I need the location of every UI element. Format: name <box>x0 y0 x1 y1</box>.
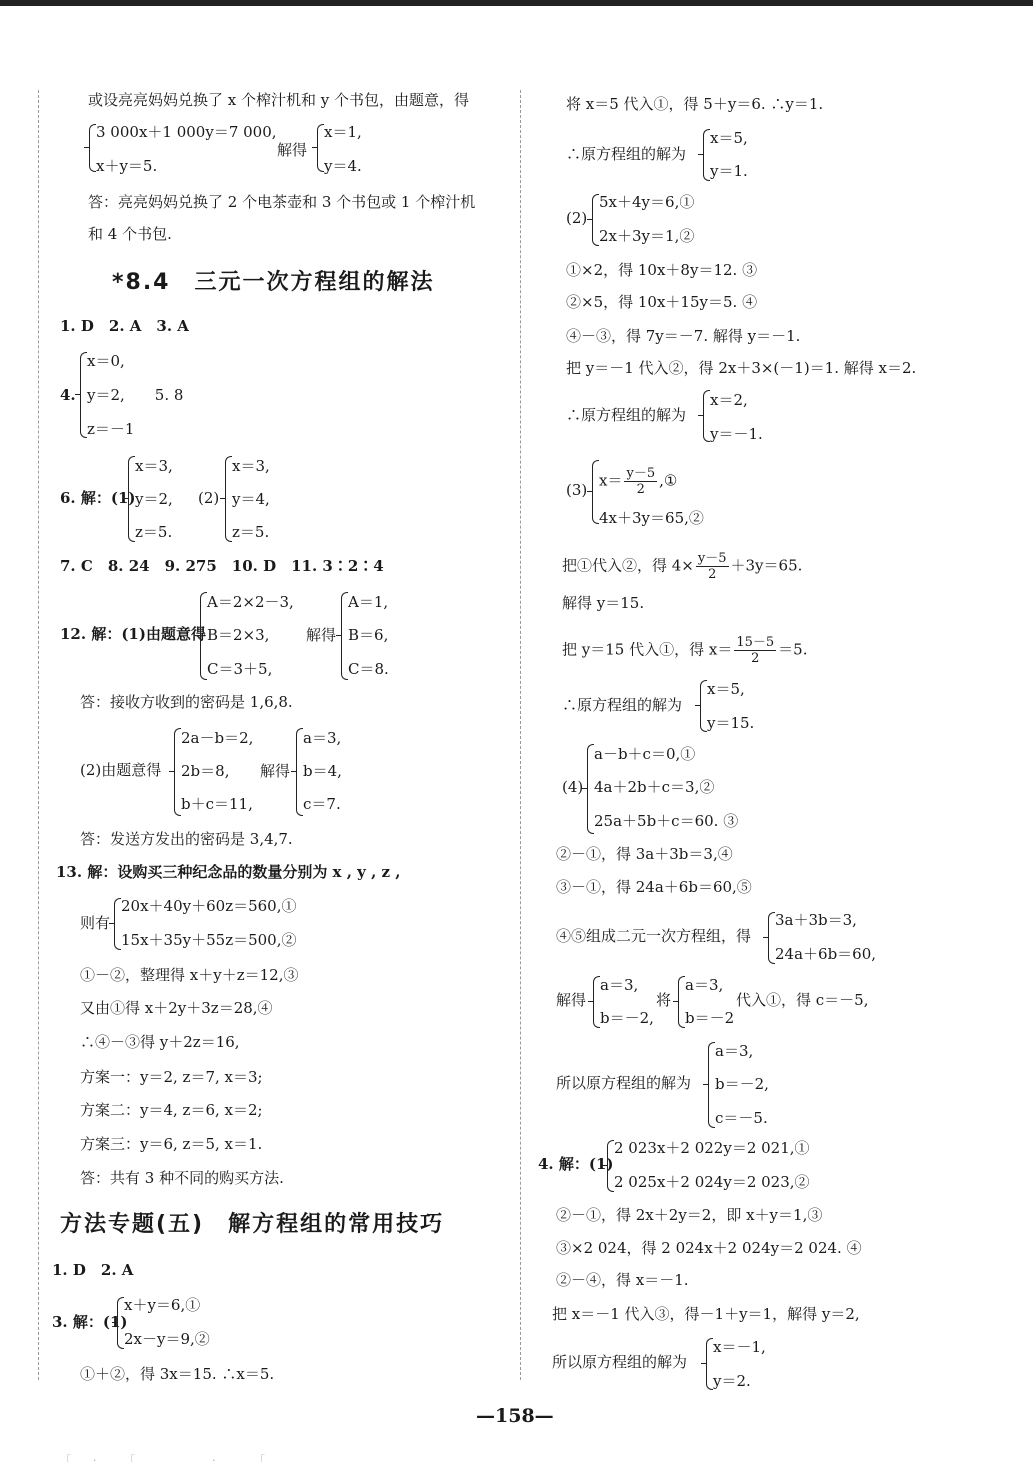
text-solution: ∴原方程组的解为 <box>562 696 683 714</box>
text-solve: 解得 <box>556 991 587 1009</box>
system-brace <box>700 680 707 732</box>
system-brace <box>703 129 710 181</box>
system-brace <box>341 592 348 680</box>
equation: z＝5. <box>232 523 270 541</box>
equation: b＝4, <box>303 762 342 780</box>
center-gutter-line <box>520 90 521 1380</box>
section-heading: 方法专题(五) 解方程组的常用技巧 <box>60 1212 445 1237</box>
answer-line: 答：共有 3 种不同的购买方法. <box>80 1169 284 1187</box>
system-brace <box>706 1338 713 1390</box>
system-brace <box>128 456 135 542</box>
section-heading: *8.4 三元一次方程组的解法 <box>112 270 435 295</box>
equation: y＝4. <box>324 157 362 175</box>
equation: 5x＋4y＝6,① <box>599 193 695 211</box>
equation: b＝－2 <box>685 1009 735 1027</box>
answer-line: 答：亮亮妈妈兑换了 2 个电茶壶和 3 个书包或 1 个榨汁机 <box>88 193 476 211</box>
system-brace <box>607 1140 614 1192</box>
system-brace <box>80 352 87 438</box>
system-brace <box>587 744 594 834</box>
sub-label: (2) <box>198 489 220 507</box>
equation: z＝－1 <box>87 420 135 438</box>
answer-line: 答：接收方收到的密码是 1,6,8. <box>80 693 293 711</box>
step-line: ②×5，得 10x＋15y＝5. ④ <box>566 293 758 311</box>
equation: 4x＋3y＝65,② <box>599 509 704 527</box>
text-solution: ∴原方程组的解为 <box>566 145 687 163</box>
system-brace <box>592 194 599 246</box>
question-number: 6. 解：(1) <box>60 489 136 507</box>
equation: 4a＋2b＋c＝3,② <box>594 778 715 796</box>
equation: a＝3, <box>715 1042 754 1060</box>
equation: a＝3, <box>303 729 342 747</box>
text-solution: ∴原方程组的解为 <box>566 406 687 424</box>
equation: x＝3, <box>232 457 270 475</box>
step-line: ①＋②，得 3x＝15. ∴x＝5. <box>80 1365 275 1383</box>
equation: y＝2, 5. 8 <box>87 386 184 404</box>
step-line: ②－①，得 2x＋2y＝2，即 x＋y＝1,③ <box>556 1206 823 1224</box>
answer-line: 1. D 2. A <box>52 1261 134 1279</box>
answer-line: 答：发送方发出的密码是 3,4,7. <box>80 830 293 848</box>
step-line: ③×2 024，得 2 024x＋2 024y＝2 024. ④ <box>556 1239 862 1257</box>
equation: a＝3, <box>600 976 639 994</box>
question-number: 4. <box>60 386 76 404</box>
equation: 2x＋3y＝1,② <box>599 227 695 245</box>
system-brace <box>174 728 181 816</box>
step-line: 方案一：y＝2, z＝7, x＝3; <box>80 1068 263 1086</box>
equation: 3a＋3b＝3, <box>775 911 857 929</box>
equation: 2b＝8, <box>181 762 230 780</box>
bottom-marks: 「 · 「 · 「 <box>60 1454 265 1467</box>
system-brace <box>225 456 232 542</box>
equation: y＝－1. <box>710 425 763 443</box>
equation: 2a－b＝2, <box>181 729 254 747</box>
equation: 25a＋5b＋c＝60. ③ <box>594 812 739 830</box>
equation: x＋y＝6,① <box>124 1296 201 1314</box>
equation: x＝1, <box>324 123 362 141</box>
equation: y＝2, <box>135 490 173 508</box>
step-line: 把 x＝－1 代入③，得－1＋y＝1，解得 y＝2, <box>552 1305 860 1323</box>
equation: C＝3＋5, <box>207 660 273 678</box>
sub-label: (2) <box>566 209 588 227</box>
equation: 15x＋35y＋55z＝500,② <box>121 931 297 949</box>
sub-label: (4) <box>562 778 584 796</box>
step-line: 又由①得 x＋2y＋3z＝28,④ <box>80 999 273 1017</box>
system-brace <box>117 1297 124 1349</box>
equation: c＝－5. <box>715 1109 768 1127</box>
step-line: ①×2，得 10x＋8y＝12. ③ <box>566 261 758 279</box>
step-line: ①－②，整理得 x＋y＋z＝12,③ <box>80 966 299 984</box>
step-line: ③－①，得 24a＋6b＝60,⑤ <box>556 878 752 896</box>
text-solve: 解得 <box>306 626 337 644</box>
text-line: 或设亮亮妈妈兑换了 x 个榨汁机和 y 个书包，由题意，得 <box>88 91 470 109</box>
fraction: $\frac{y-5}{2}$ <box>626 466 656 497</box>
equation: x＝3, <box>135 457 173 475</box>
step-line: ∴④－③得 y＋2z＝16, <box>80 1033 240 1051</box>
system-brace <box>200 592 207 680</box>
question-number: 4. 解：(1) <box>538 1155 614 1173</box>
system-brace <box>593 976 600 1028</box>
left-gutter-line <box>38 90 39 1380</box>
equation: B＝2×3, <box>207 626 270 644</box>
step-line: 代入①，得 c＝－5, <box>736 991 869 1009</box>
equation: a－b＋c＝0,① <box>594 745 696 763</box>
text-solve: 解得 <box>277 141 308 159</box>
step-line: ④－③，得 7y＝－7. 解得 y＝－1. <box>566 327 801 345</box>
text-solution: 所以原方程组的解为 <box>552 1353 688 1371</box>
text-then: 则有 <box>80 914 111 932</box>
text-solution: 所以原方程组的解为 <box>556 1074 692 1092</box>
equation: y＝1. <box>710 162 748 180</box>
system-brace <box>678 976 685 1028</box>
equation: y＝2. <box>713 1372 751 1390</box>
equation: B＝6, <box>348 626 389 644</box>
equation: y＝4, <box>232 490 270 508</box>
equation: x＝2, <box>710 391 748 409</box>
step-line: 方案二：y＝4, z＝6, x＝2; <box>80 1101 263 1119</box>
equation: x＝5, <box>710 129 748 147</box>
step-line: ②－④，得 x＝－1. <box>556 1271 689 1289</box>
equation: c＝7. <box>303 795 341 813</box>
equation: b＝－2, <box>600 1009 654 1027</box>
equation: C＝8. <box>348 660 389 678</box>
equation: A＝2×2－3, <box>207 593 294 611</box>
system-brace <box>114 898 121 950</box>
system-brace <box>317 124 324 172</box>
text-solve: 解得 <box>260 762 291 780</box>
equation: a＝3, <box>685 976 724 994</box>
fraction: $\frac{y-5}{2}$ <box>697 551 727 582</box>
equation: A＝1, <box>348 593 389 611</box>
step-line: 方案三：y＝6, z＝5, x＝1. <box>80 1135 263 1153</box>
step-line: ④⑤组成二元一次方程组，得 <box>556 927 752 945</box>
step-line: 将 x＝5 代入①，得 5＋y＝6. ∴y＝1. <box>566 95 824 113</box>
system-brace <box>703 390 710 442</box>
step-line: 把 y＝－1 代入②，得 2x＋3×(－1)＝1. 解得 x＝2. <box>566 359 917 377</box>
equation: x＝ $\frac{y-5}{2}$ ,① <box>599 466 678 497</box>
step-line: 把①代入②，得 4× $\frac{y-5}{2}$ ＋3y＝65. <box>562 551 803 582</box>
text-substitute: 将 <box>656 991 672 1009</box>
answer-line: 和 4 个书包. <box>88 225 172 243</box>
equation: 24a＋6b＝60, <box>775 945 877 963</box>
fraction: $\frac{15-5}{2}$ <box>736 635 775 666</box>
question-line: 13. 解：设购买三种纪念品的数量分别为 x , y , z , <box>56 863 401 881</box>
equation: 2x－y＝9,② <box>124 1330 210 1348</box>
equation: b＝－2, <box>715 1075 769 1093</box>
equation: x＝0, <box>87 352 125 370</box>
equation: 20x＋40y＋60z＝560,① <box>121 897 297 915</box>
answer-line: 7. C 8. 24 9. 275 10. D 11. 3∶2∶4 <box>60 557 384 575</box>
question-number: 3. 解：(1) <box>52 1313 128 1331</box>
equation: z＝5. <box>135 523 173 541</box>
page-number: —158— <box>476 1405 554 1427</box>
equation: b＋c＝11, <box>181 795 253 813</box>
equation: 2 025x＋2 024y＝2 023,② <box>614 1173 810 1191</box>
step-line: ②－①，得 3a＋3b＝3,④ <box>556 845 733 863</box>
system-brace <box>768 912 775 964</box>
top-border <box>0 0 1033 6</box>
question-number: 12. 解：(1)由题意得 <box>60 625 206 643</box>
equation: x＝5, <box>707 680 745 698</box>
step-line: 解得 y＝15. <box>562 594 645 612</box>
system-brace <box>296 728 303 816</box>
answer-line: 1. D 2. A 3. A <box>60 317 189 335</box>
equation: y＝15. <box>707 714 755 732</box>
equation: 3 000x＋1 000y＝7 000, <box>96 123 277 141</box>
equation: 2 023x＋2 022y＝2 021,① <box>614 1139 810 1157</box>
equation: x＋y＝5. <box>96 157 158 175</box>
system-brace <box>708 1042 715 1128</box>
system-brace <box>592 460 599 524</box>
sub-label: (3) <box>566 481 588 499</box>
system-brace <box>89 124 96 172</box>
sub-label: (2)由题意得 <box>80 761 162 779</box>
step-line: 把 y＝15 代入①，得 x＝ $\frac{15-5}{2}$ ＝5. <box>562 635 808 666</box>
equation: x＝－1, <box>713 1338 766 1356</box>
